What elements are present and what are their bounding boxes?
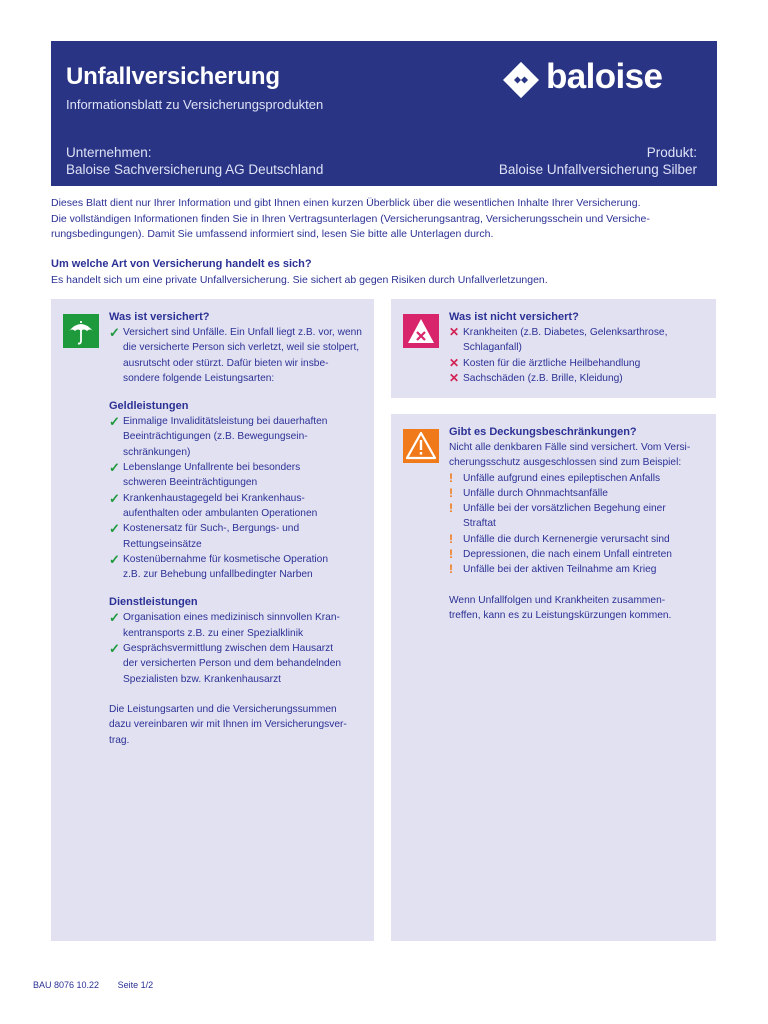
text-line: Krankheiten (z.B. Diabetes, Gelenksarthrose, <box>463 327 668 338</box>
insured-panel <box>51 299 374 941</box>
text-line: der versicherten Person und dem behandelnden <box>123 658 342 670</box>
cross-icon: ✕ <box>449 370 460 385</box>
checkmark-icon: ✓ <box>109 610 120 626</box>
text-line: schränkungen) <box>123 446 191 458</box>
text-line: treffen, kann es zu Leistungskürzungen kommen. <box>449 609 672 621</box>
page-number: Seite 1/2 <box>117 980 154 990</box>
footer <box>33 980 153 990</box>
cross-icon: ✕ <box>449 325 460 339</box>
list-item <box>109 641 366 687</box>
text-line: z.B. zur Behebung unfallbedingter Narben <box>123 569 313 581</box>
checkmark-icon: ✓ <box>109 551 120 567</box>
checkmark-icon: ✓ <box>109 414 120 430</box>
checkmark-icon: ✓ <box>109 325 120 340</box>
insured-note <box>109 702 366 748</box>
text-line: schweren Beeinträchtigungen <box>123 477 258 489</box>
text-line: Depressionen, die nach einem Unfall eintreten <box>463 549 672 561</box>
text-line: ausrutscht oder stürzt. Dafür bieten wir insbe- <box>123 357 329 369</box>
list-item <box>109 460 366 491</box>
warning-icon <box>403 429 439 463</box>
geldleistungen-list <box>109 414 366 582</box>
not-insured-content <box>449 310 708 386</box>
restrictions-content <box>449 425 708 623</box>
exclamation-icon: ! <box>449 547 453 562</box>
restrictions-list <box>449 471 708 578</box>
list-item <box>109 552 366 583</box>
exclamation-icon: ! <box>449 485 453 500</box>
text-line: Unfälle bei der vorsätzlichen Begehung einer <box>463 503 666 515</box>
document-code: BAU 8076 10.22 <box>33 980 100 990</box>
intro-text <box>51 196 716 243</box>
exclamation-icon: ! <box>449 562 453 577</box>
baloise-logo <box>502 57 702 101</box>
text-line: Gesprächsvermittlung zwischen dem Hausarzt <box>123 643 334 655</box>
text-line: Unfälle durch Ohnmachtsanfälle <box>463 487 608 499</box>
text-line: Unfälle die durch Kernenergie verursacht sind <box>463 533 670 545</box>
list-item <box>449 356 708 371</box>
text-line: Kostenersatz für Such-, Bergungs- und <box>123 523 300 535</box>
list-item <box>109 414 366 460</box>
insured-title: Was ist versichert? <box>109 311 210 323</box>
insured-intro <box>109 325 366 386</box>
list-item <box>109 610 366 641</box>
list-item <box>109 325 366 386</box>
checkmark-icon: ✓ <box>109 490 120 506</box>
text-line: Unfälle bei der aktiven Teilnahme am Krieg <box>463 564 657 576</box>
page-title: Unfallversicherung <box>66 63 280 90</box>
text-line: Beeinträchtigungen (z.B. Bewegungsein- <box>123 431 308 443</box>
restrictions-title: Gibt es Deckungsbeschränkungen? <box>449 426 637 438</box>
not-insured-title: Was ist nicht versichert? <box>449 311 579 323</box>
list-item <box>449 547 708 562</box>
insurance-type-answer: Es handelt sich um eine private Unfallversicherung. Sie sichert ab gegen Risiken durch Unfallverletzungen. <box>51 274 548 286</box>
intro-line: Die vollständigen Informationen finden Sie in Ihren Vertragsunterlagen (Versicherungsantrag, Versicherungsschein und Versiche- <box>51 212 650 225</box>
list-item <box>109 521 366 552</box>
list-item <box>449 371 708 386</box>
list-item <box>449 562 708 577</box>
text-line: dazu vereinbaren wir mit Ihnen im Versicherungsver- <box>109 719 347 731</box>
list-item <box>449 471 708 486</box>
text-line: Straftat <box>463 518 496 530</box>
text-line: Wenn Unfallfolgen und Krankheiten zusammen- <box>449 594 666 606</box>
text-line: Lebenslange Unfallrente bei besonders <box>123 462 301 474</box>
text-line: Die Leistungsarten und die Versicherungssummen <box>109 703 337 715</box>
not-insured-list <box>449 325 708 386</box>
text-line: Rettungseinsätze <box>123 538 202 550</box>
text-line: Versichert sind Unfälle. Ein Unfall liegt z.B. vor, wenn <box>123 327 362 338</box>
text-line: trag. <box>109 734 130 746</box>
umbrella-icon <box>63 314 99 348</box>
list-item <box>449 325 708 356</box>
restrictions-panel <box>391 414 716 941</box>
not-insured-panel <box>391 299 716 398</box>
text-line: Sachschäden (z.B. Brille, Kleidung) <box>463 372 623 384</box>
exclamation-icon: ! <box>449 470 453 485</box>
baloise-diamond-icon <box>502 61 540 99</box>
dienstleistungen-list <box>109 610 366 686</box>
text-line: Spezialisten bzw. Krankenhausarzt <box>123 673 281 685</box>
list-item <box>449 501 708 532</box>
text-line: cherungsschutz ausgeschlossen sind zum Beispiel: <box>449 457 682 469</box>
product-label: Produkt: <box>646 145 697 160</box>
text-line: Unfälle aufgrund eines epileptischen Anfalls <box>463 472 661 484</box>
company-name: Baloise Sachversicherung AG Deutschland <box>66 162 324 177</box>
text-line: kentransports z.B. zu einer Spezialklinik <box>123 627 304 639</box>
section-title-dienstleistungen: Dienstleistungen <box>109 596 198 609</box>
checkmark-icon: ✓ <box>109 460 120 476</box>
insured-content <box>109 310 366 748</box>
list-item <box>449 486 708 501</box>
insurance-type-heading: Um welche Art von Versicherung handelt es sich? <box>51 258 312 270</box>
text-line: Kosten für die ärztliche Heilbehandlung <box>463 357 641 369</box>
exclamation-icon: ! <box>449 501 453 516</box>
text-line: Kostenübernahme für kosmetische Operation <box>123 553 328 565</box>
hazard-x-icon <box>403 314 439 348</box>
text-line: Schlaganfall) <box>463 342 522 354</box>
restrictions-intro <box>449 440 708 471</box>
company-label: Unternehmen: <box>66 145 152 160</box>
header-banner <box>51 41 717 186</box>
exclamation-icon: ! <box>449 531 453 546</box>
checkmark-icon: ✓ <box>109 641 120 657</box>
text-line: sondere folgende Leistungsarten: <box>123 372 275 384</box>
cross-icon: ✕ <box>449 355 460 370</box>
section-title-geldleistungen: Geldleistungen <box>109 400 189 413</box>
restrictions-note <box>449 593 708 624</box>
page-subtitle: Informationsblatt zu Versicherungsprodukten <box>66 97 324 112</box>
list-item <box>449 532 708 547</box>
product-name: Baloise Unfallversicherung Silber <box>498 162 697 177</box>
list-item <box>109 491 366 522</box>
text-line: Organisation eines medizinisch sinnvollen Kran- <box>123 612 340 624</box>
checkmark-icon: ✓ <box>109 521 120 537</box>
text-line: Krankenhaustagegeld bei Krankenhaus- <box>123 492 305 504</box>
logo-text: baloise <box>546 57 663 96</box>
text-line: die versicherte Person sich verletzt, weil sie stolpert, <box>123 342 360 354</box>
intro-line: Dieses Blatt dient nur Ihrer Information und gibt Ihnen einen kurzen Überblick über die wesentlichen Inhalte Ihrer Versicherung. <box>51 197 641 209</box>
text-line: Einmalige Invaliditätsleistung bei dauerhaften <box>123 416 328 428</box>
intro-line: rungsbedingungen). Damit Sie umfassend informiert sind, lesen Sie bitte alle Unterlagen durch. <box>51 228 494 240</box>
text-line: Nicht alle denkbaren Fälle sind versichert. Vom Versi- <box>449 442 691 453</box>
text-line: aufenthalten oder ambulanten Operationen <box>123 507 318 519</box>
